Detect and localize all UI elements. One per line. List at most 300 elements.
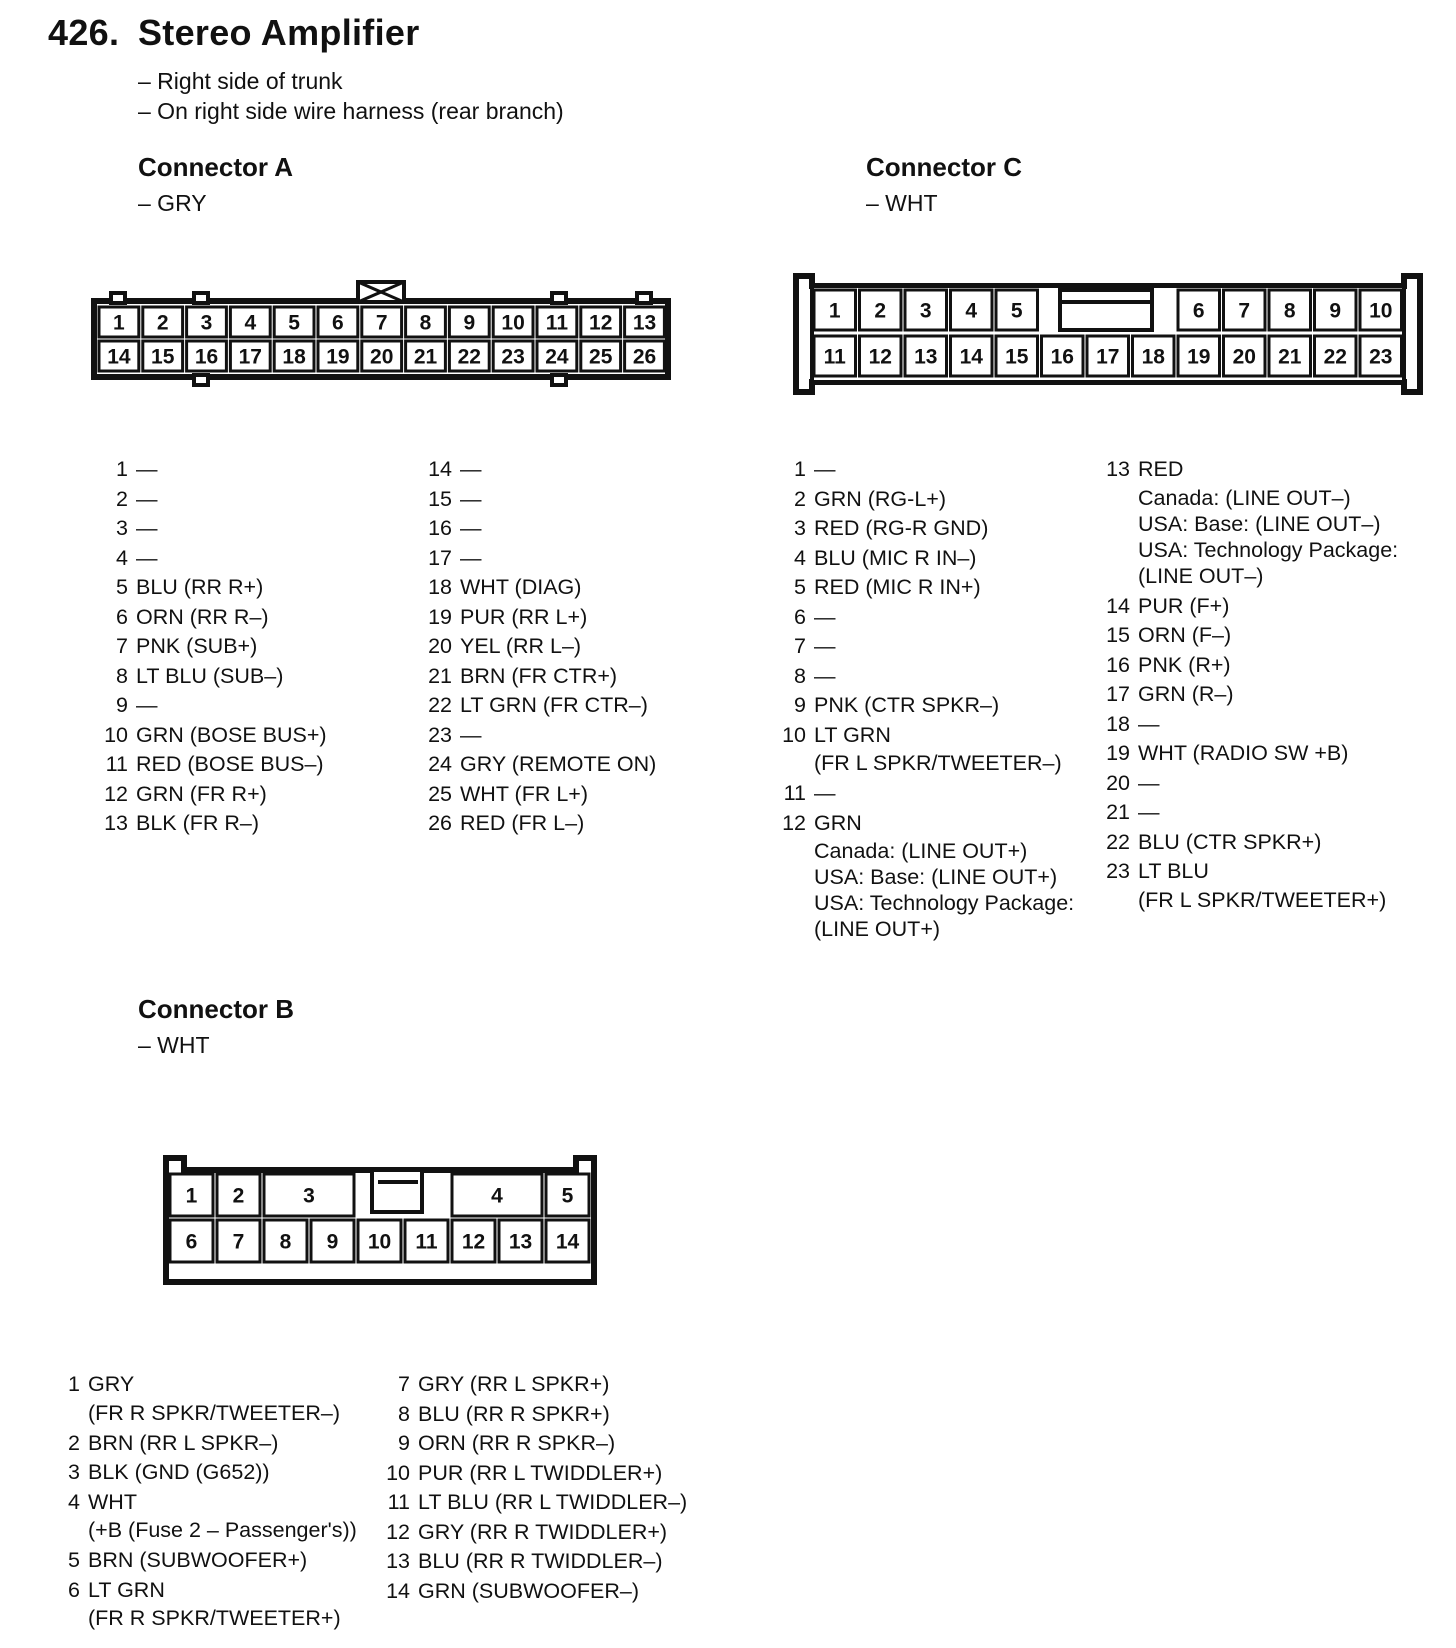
pin-number: 6 bbox=[116, 604, 128, 629]
pin-row bbox=[378, 1429, 687, 1459]
pin-description bbox=[1130, 798, 1160, 828]
pin-description bbox=[410, 1370, 609, 1400]
pin-description bbox=[806, 544, 976, 574]
pin-row bbox=[420, 691, 656, 721]
pin-description: — bbox=[460, 516, 482, 540]
pin-row bbox=[420, 573, 656, 603]
pin-description-line: ORN (F–) bbox=[1138, 623, 1232, 647]
pin-number: 1 bbox=[68, 1372, 80, 1396]
connector-pin-label: 10 bbox=[501, 311, 525, 335]
pin-number: 2 bbox=[116, 486, 128, 511]
connector-pin-label: 11 bbox=[545, 311, 569, 335]
pin-row bbox=[54, 1576, 357, 1632]
pin-row bbox=[1102, 680, 1398, 710]
pin-row bbox=[100, 721, 327, 751]
pin-row bbox=[420, 455, 656, 485]
pin-number: 14 bbox=[428, 457, 452, 481]
pin-description-line: GRY bbox=[88, 1372, 135, 1396]
pin-number: 21 bbox=[1106, 800, 1130, 824]
pin-description-line: WHT bbox=[88, 1489, 137, 1514]
pin-description-line: (FR R SPKR/TWEETER+) bbox=[88, 1606, 341, 1630]
pin-row bbox=[778, 544, 1074, 574]
pin-row bbox=[378, 1370, 687, 1400]
pin-number: 9 bbox=[116, 693, 128, 717]
pin-description: BLK (FR R–) bbox=[136, 811, 260, 835]
pin-description bbox=[806, 809, 1074, 943]
pin-description-line: USA: Base: (LINE OUT+) bbox=[814, 865, 1058, 889]
location-line: – Right side of trunk bbox=[138, 68, 343, 94]
pin-description bbox=[806, 603, 836, 633]
pin-number: 2 bbox=[794, 486, 806, 511]
pin-description-line: LT GRN bbox=[88, 1577, 165, 1602]
pin-description-line: ORN (RR R SPKR–) bbox=[418, 1431, 616, 1455]
pin-description bbox=[80, 1458, 270, 1488]
pin-description: PUR (RR L+) bbox=[460, 604, 588, 629]
pin-row bbox=[778, 779, 1074, 809]
pin-number: 11 bbox=[387, 1490, 410, 1514]
pin-row bbox=[778, 721, 1074, 777]
pin-row bbox=[420, 750, 656, 780]
connector-pin-label: 1 bbox=[113, 311, 125, 335]
connector-pin-label: 19 bbox=[1187, 345, 1211, 369]
pin-number: 25 bbox=[428, 781, 452, 806]
connector-pin-label: 4 bbox=[244, 311, 257, 335]
pin-number: 13 bbox=[1106, 457, 1130, 481]
connector-a-pins-col1 bbox=[100, 455, 327, 839]
connector-pin-label: 12 bbox=[461, 1230, 486, 1254]
pin-description bbox=[410, 1429, 615, 1459]
pin-row bbox=[1102, 828, 1398, 858]
pin-description: LT GRN (FR CTR–) bbox=[460, 693, 648, 717]
pin-description-line: (FR L SPKR/TWEETER+) bbox=[1138, 887, 1387, 912]
pin-number: 8 bbox=[116, 663, 128, 688]
pin-description: GRN (BOSE BUS+) bbox=[136, 722, 327, 747]
pin-row bbox=[100, 691, 327, 721]
pin-description bbox=[80, 1429, 278, 1459]
connector-pin-label: 14 bbox=[555, 1230, 580, 1254]
pin-description-line: — bbox=[814, 634, 836, 658]
pin-description bbox=[410, 1518, 667, 1548]
pin-description-line: BLU (CTR SPKR+) bbox=[1138, 829, 1322, 854]
pin-row bbox=[378, 1577, 687, 1607]
connector-b-diagram bbox=[166, 1158, 594, 1282]
pin-number: 8 bbox=[794, 663, 806, 688]
pin-description bbox=[1130, 739, 1348, 769]
pin-number: 24 bbox=[428, 752, 452, 776]
pin-row bbox=[100, 544, 327, 574]
pin-description bbox=[1130, 651, 1231, 681]
pin-description bbox=[806, 573, 981, 603]
pin-description-line: BRN (RR L SPKR–) bbox=[88, 1430, 279, 1455]
pin-number: 10 bbox=[782, 722, 806, 747]
pin-description bbox=[1130, 710, 1160, 740]
connector-pin-label: 9 bbox=[1329, 299, 1342, 323]
pin-row bbox=[54, 1488, 357, 1544]
pin-row bbox=[100, 485, 327, 515]
connector-b-title: Connector B bbox=[138, 994, 294, 1024]
pin-row bbox=[778, 691, 1074, 721]
pin-description: — bbox=[460, 722, 482, 747]
pin-row bbox=[378, 1459, 687, 1489]
pin-description-line: LT GRN bbox=[814, 722, 891, 747]
pin-number: 23 bbox=[428, 722, 452, 747]
pin-description-line: RED bbox=[1138, 457, 1184, 481]
pin-number: 17 bbox=[1106, 682, 1130, 706]
pin-description-line: GRN (RG-L+) bbox=[814, 486, 946, 511]
pin-description: PNK (SUB+) bbox=[136, 634, 258, 658]
pin-row bbox=[1102, 769, 1398, 799]
pin-number: 3 bbox=[68, 1460, 80, 1484]
pin-number: 12 bbox=[386, 1519, 410, 1544]
connector-pin-label: 2 bbox=[874, 299, 887, 323]
pin-description-line: (FR L SPKR/TWEETER–) bbox=[814, 751, 1062, 775]
pin-row bbox=[778, 514, 1074, 544]
pin-row bbox=[100, 455, 327, 485]
pin-description bbox=[1130, 680, 1234, 710]
pin-description bbox=[806, 721, 1062, 777]
pin-row bbox=[1102, 739, 1398, 769]
pin-description bbox=[410, 1400, 610, 1430]
pin-number: 8 bbox=[398, 1401, 410, 1426]
pin-row bbox=[1102, 651, 1398, 681]
pin-description bbox=[806, 455, 836, 485]
pin-description: — bbox=[136, 457, 158, 481]
pin-description bbox=[1130, 828, 1321, 858]
pin-description bbox=[806, 779, 836, 809]
connector-pin-label: 23 bbox=[501, 345, 525, 369]
connector-pin-label: 16 bbox=[194, 345, 219, 369]
pin-description-line: BLU (RR R TWIDDLER–) bbox=[418, 1549, 663, 1573]
pin-description: — bbox=[460, 457, 482, 481]
pin-number: 3 bbox=[794, 516, 806, 540]
pin-description bbox=[806, 632, 836, 662]
pin-description bbox=[1130, 769, 1160, 799]
pin-row bbox=[778, 573, 1074, 603]
pin-description-line: GRN bbox=[814, 810, 862, 835]
pin-number: 1 bbox=[116, 457, 128, 481]
pin-number: 5 bbox=[116, 575, 128, 599]
pin-row bbox=[1102, 592, 1398, 622]
pin-number: 15 bbox=[1106, 623, 1130, 647]
pin-number: 12 bbox=[104, 781, 128, 806]
pin-description-line: RED (MIC R IN+) bbox=[814, 575, 981, 599]
connector-pin-label: 2 bbox=[156, 311, 169, 335]
connector-c-color: – WHT bbox=[866, 190, 938, 216]
pin-row bbox=[1102, 857, 1398, 913]
pin-description-line: GRN (SUBWOOFER–) bbox=[418, 1578, 639, 1603]
connector-pin-label: 17 bbox=[1096, 345, 1120, 369]
pin-row bbox=[100, 573, 327, 603]
pin-number: 6 bbox=[794, 604, 806, 629]
pin-row bbox=[778, 485, 1074, 515]
connector-pin-label: 1 bbox=[185, 1184, 198, 1208]
connector-pin-label: 26 bbox=[632, 345, 657, 369]
pin-description-line: PUR (RR L TWIDDLER+) bbox=[418, 1460, 663, 1485]
pin-row bbox=[100, 514, 327, 544]
pin-number: 16 bbox=[428, 516, 452, 540]
pin-description: — bbox=[136, 545, 158, 570]
pin-number: 7 bbox=[398, 1372, 410, 1396]
connector-pin-label: 9 bbox=[326, 1230, 339, 1254]
pin-number: 19 bbox=[428, 604, 452, 629]
connector-b-pins-col1 bbox=[54, 1370, 357, 1634]
pin-number: 15 bbox=[428, 486, 452, 511]
pin-description bbox=[806, 691, 999, 721]
pin-row bbox=[420, 514, 656, 544]
pin-number: 12 bbox=[782, 810, 806, 835]
pin-row bbox=[778, 662, 1074, 692]
connector-pin-label: 8 bbox=[279, 1230, 292, 1254]
pin-description-line: LT BLU (RR L TWIDDLER–) bbox=[418, 1490, 688, 1514]
connector-pin-label: 18 bbox=[282, 345, 306, 369]
pin-row bbox=[100, 780, 327, 810]
pin-number: 17 bbox=[428, 545, 452, 570]
pin-description: — bbox=[136, 693, 158, 717]
connector-pin-label: 7 bbox=[232, 1230, 245, 1254]
connector-pin-label: 7 bbox=[375, 311, 388, 335]
pin-description-line: — bbox=[814, 663, 836, 688]
pin-number: 9 bbox=[794, 693, 806, 717]
pin-description: GRY (REMOTE ON) bbox=[460, 752, 657, 776]
connector-c-pins-col1 bbox=[778, 455, 1074, 945]
pin-row bbox=[100, 632, 327, 662]
pin-number: 4 bbox=[794, 545, 806, 570]
pin-number: 20 bbox=[428, 634, 452, 658]
connector-pin-label: 3 bbox=[303, 1184, 315, 1208]
pin-description-line: Canada: (LINE OUT–) bbox=[1138, 485, 1351, 510]
pin-row bbox=[778, 809, 1074, 943]
pin-description-line: WHT (RADIO SW +B) bbox=[1138, 741, 1349, 765]
pin-number: 20 bbox=[1106, 770, 1130, 795]
connector-pin-label: 8 bbox=[419, 311, 432, 335]
pin-number: 4 bbox=[116, 545, 128, 570]
pin-number: 13 bbox=[104, 811, 128, 835]
pin-description: BLU (RR R+) bbox=[136, 575, 264, 599]
pin-number: 5 bbox=[794, 575, 806, 599]
pin-number: 2 bbox=[68, 1430, 80, 1455]
pin-row bbox=[100, 662, 327, 692]
pin-row bbox=[420, 721, 656, 751]
connector-pin-label: 6 bbox=[1192, 299, 1205, 323]
connector-pin-label: 25 bbox=[589, 345, 613, 369]
connector-b-color: – WHT bbox=[138, 1032, 210, 1058]
connector-a-title: Connector A bbox=[138, 152, 294, 182]
pin-row bbox=[100, 809, 327, 839]
pin-number: 5 bbox=[68, 1548, 80, 1572]
pin-description: BRN (FR CTR+) bbox=[460, 663, 618, 688]
pin-row bbox=[378, 1518, 687, 1548]
pin-description-line: Canada: (LINE OUT+) bbox=[814, 839, 1028, 863]
connector-pin-label: 5 bbox=[288, 311, 300, 335]
pin-description-line: — bbox=[1138, 770, 1160, 795]
pin-description-line: BLK (GND (G652)) bbox=[88, 1460, 270, 1484]
pin-description-line: — bbox=[1138, 800, 1160, 824]
section-number: 426. bbox=[48, 12, 120, 53]
pin-row bbox=[1102, 710, 1398, 740]
connector-pin-label: 15 bbox=[151, 345, 175, 369]
pin-description bbox=[1130, 857, 1386, 913]
connector-pin-label: 9 bbox=[463, 311, 476, 335]
pin-description-line: USA: Base: (LINE OUT–) bbox=[1138, 511, 1381, 536]
pin-description-line: — bbox=[814, 781, 836, 805]
connector-c-pins-col2 bbox=[1102, 455, 1398, 916]
pin-row bbox=[54, 1429, 357, 1459]
connector-pin-label: 21 bbox=[413, 345, 438, 369]
pin-row bbox=[100, 750, 327, 780]
pin-number: 4 bbox=[68, 1489, 80, 1514]
pin-row bbox=[54, 1546, 357, 1576]
pin-description-line: PNK (R+) bbox=[1138, 652, 1231, 677]
connector-pin-label: 12 bbox=[868, 345, 892, 369]
pin-number: 7 bbox=[794, 634, 806, 658]
pin-row bbox=[378, 1547, 687, 1577]
location-line: – On right side wire harness (rear branch) bbox=[138, 98, 564, 124]
connector-pin-label: 6 bbox=[332, 311, 344, 335]
pin-description bbox=[80, 1576, 341, 1632]
pin-description: ORN (RR R–) bbox=[136, 604, 269, 629]
pin-row bbox=[420, 809, 656, 839]
connector-pin-label: 16 bbox=[1050, 345, 1074, 369]
connector-pin-label: 13 bbox=[508, 1230, 533, 1254]
connector-a-color: – GRY bbox=[138, 190, 207, 216]
pin-description-line: BRN (SUBWOOFER+) bbox=[88, 1548, 308, 1572]
connector-pin-label: 17 bbox=[238, 345, 262, 369]
connector-pin-label: 18 bbox=[1141, 345, 1165, 369]
pin-number: 10 bbox=[104, 722, 128, 747]
pin-description-line: USA: Technology Package: bbox=[814, 891, 1075, 915]
pin-number: 22 bbox=[1106, 829, 1130, 854]
pin-description bbox=[806, 662, 836, 692]
pin-number: 22 bbox=[428, 693, 452, 717]
pin-description-line: (FR R SPKR/TWEETER–) bbox=[88, 1400, 341, 1425]
pin-number: 13 bbox=[386, 1549, 410, 1573]
connector-pin-label: 11 bbox=[823, 345, 846, 369]
pin-description-line: LT BLU bbox=[1138, 859, 1209, 883]
pin-row bbox=[778, 632, 1074, 662]
pin-description-line: (LINE OUT+) bbox=[814, 917, 941, 941]
pin-description: — bbox=[460, 486, 482, 511]
page-title: Stereo Amplifier bbox=[138, 12, 420, 53]
pin-row bbox=[378, 1400, 687, 1430]
pin-number: 14 bbox=[1106, 593, 1130, 618]
pin-description bbox=[410, 1459, 662, 1489]
connector-a-diagram bbox=[94, 282, 668, 385]
connector-pin-label: 10 bbox=[367, 1230, 392, 1254]
connector-c-diagram bbox=[796, 276, 1420, 392]
pin-row bbox=[378, 1488, 687, 1518]
pin-description: GRN (FR R+) bbox=[136, 781, 267, 806]
pin-row bbox=[420, 780, 656, 810]
pin-description bbox=[1130, 455, 1398, 589]
connector-pin-label: 6 bbox=[185, 1230, 198, 1254]
pin-description bbox=[80, 1546, 307, 1576]
pin-description: WHT (FR L+) bbox=[460, 781, 589, 806]
pin-row bbox=[54, 1458, 357, 1488]
pin-row bbox=[420, 662, 656, 692]
connector-pin-label: 15 bbox=[1005, 345, 1029, 369]
pin-description bbox=[80, 1488, 357, 1544]
connector-pin-label: 14 bbox=[107, 345, 131, 369]
pin-number: 7 bbox=[116, 634, 128, 658]
pin-number: 11 bbox=[105, 752, 128, 776]
connector-pin-label: 19 bbox=[326, 345, 350, 369]
pin-number: 19 bbox=[1106, 741, 1130, 765]
pin-row bbox=[1102, 455, 1398, 589]
pin-number: 16 bbox=[1106, 652, 1130, 677]
pin-row bbox=[54, 1370, 357, 1426]
pin-description-line: GRN (R–) bbox=[1138, 682, 1234, 706]
connector-pin-label: 20 bbox=[370, 345, 394, 369]
pin-row bbox=[1102, 798, 1398, 828]
connector-pin-label: 3 bbox=[200, 311, 213, 335]
connector-pin-label: 20 bbox=[1232, 345, 1256, 369]
connector-c-title: Connector C bbox=[866, 152, 1022, 182]
pin-description bbox=[806, 514, 988, 544]
pin-description-line: GRY (RR L SPKR+) bbox=[418, 1372, 610, 1396]
pin-description: LT BLU (SUB–) bbox=[136, 663, 284, 688]
pin-description-line: BLU (MIC R IN–) bbox=[814, 545, 977, 570]
connector-pin-label: 4 bbox=[965, 299, 978, 323]
pin-row bbox=[778, 603, 1074, 633]
pin-number: 26 bbox=[428, 811, 452, 835]
pin-number: 11 bbox=[783, 781, 806, 805]
pin-description: — bbox=[460, 545, 482, 570]
pin-description bbox=[410, 1577, 639, 1607]
pin-row bbox=[420, 485, 656, 515]
pin-description-line: USA: Technology Package: bbox=[1138, 537, 1399, 562]
pin-description bbox=[806, 485, 946, 515]
connector-pin-label: 3 bbox=[919, 299, 932, 323]
connector-pin-label: 22 bbox=[457, 345, 481, 369]
connector-pin-label: 11 bbox=[415, 1230, 438, 1254]
pin-description: — bbox=[136, 516, 158, 540]
pin-number: 18 bbox=[428, 575, 452, 599]
connector-a-pins-col2 bbox=[420, 455, 656, 839]
connector-pin-label: 1 bbox=[828, 299, 841, 323]
pin-description-line: GRY (RR R TWIDDLER+) bbox=[418, 1519, 668, 1544]
connector-pin-label: 12 bbox=[589, 311, 613, 335]
pin-description-line: PUR (F+) bbox=[1138, 593, 1230, 618]
connector-pin-label: 4 bbox=[491, 1184, 503, 1208]
pin-row bbox=[420, 603, 656, 633]
pin-description-line: RED (RG-R GND) bbox=[814, 516, 989, 540]
pin-description-line: — bbox=[814, 457, 836, 481]
pin-description bbox=[410, 1488, 687, 1518]
pin-description-line: (LINE OUT–) bbox=[1138, 563, 1264, 588]
pin-description bbox=[1130, 621, 1231, 651]
pin-number: 21 bbox=[428, 663, 452, 688]
pin-description-line: BLU (RR R SPKR+) bbox=[418, 1401, 610, 1426]
pin-description bbox=[1130, 592, 1229, 622]
pin-description: RED (BOSE BUS–) bbox=[136, 752, 324, 776]
pin-row bbox=[420, 544, 656, 574]
pin-description: YEL (RR L–) bbox=[460, 634, 582, 658]
pin-number: 23 bbox=[1106, 859, 1130, 883]
connector-pin-label: 13 bbox=[914, 345, 938, 369]
pin-description-line: PNK (CTR SPKR–) bbox=[814, 693, 1000, 717]
connector-pin-label: 10 bbox=[1369, 299, 1393, 323]
connector-pin-label: 24 bbox=[545, 345, 569, 369]
pin-description: RED (FR L–) bbox=[460, 811, 585, 835]
pin-description bbox=[410, 1547, 663, 1577]
pin-row bbox=[778, 455, 1074, 485]
connector-pin-label: 13 bbox=[632, 311, 657, 335]
connector-pin-label: 22 bbox=[1323, 345, 1347, 369]
connector-pin-label: 14 bbox=[959, 345, 983, 369]
pin-number: 10 bbox=[386, 1460, 410, 1485]
pin-number: 9 bbox=[398, 1431, 410, 1455]
connector-pin-label: 21 bbox=[1278, 345, 1302, 369]
